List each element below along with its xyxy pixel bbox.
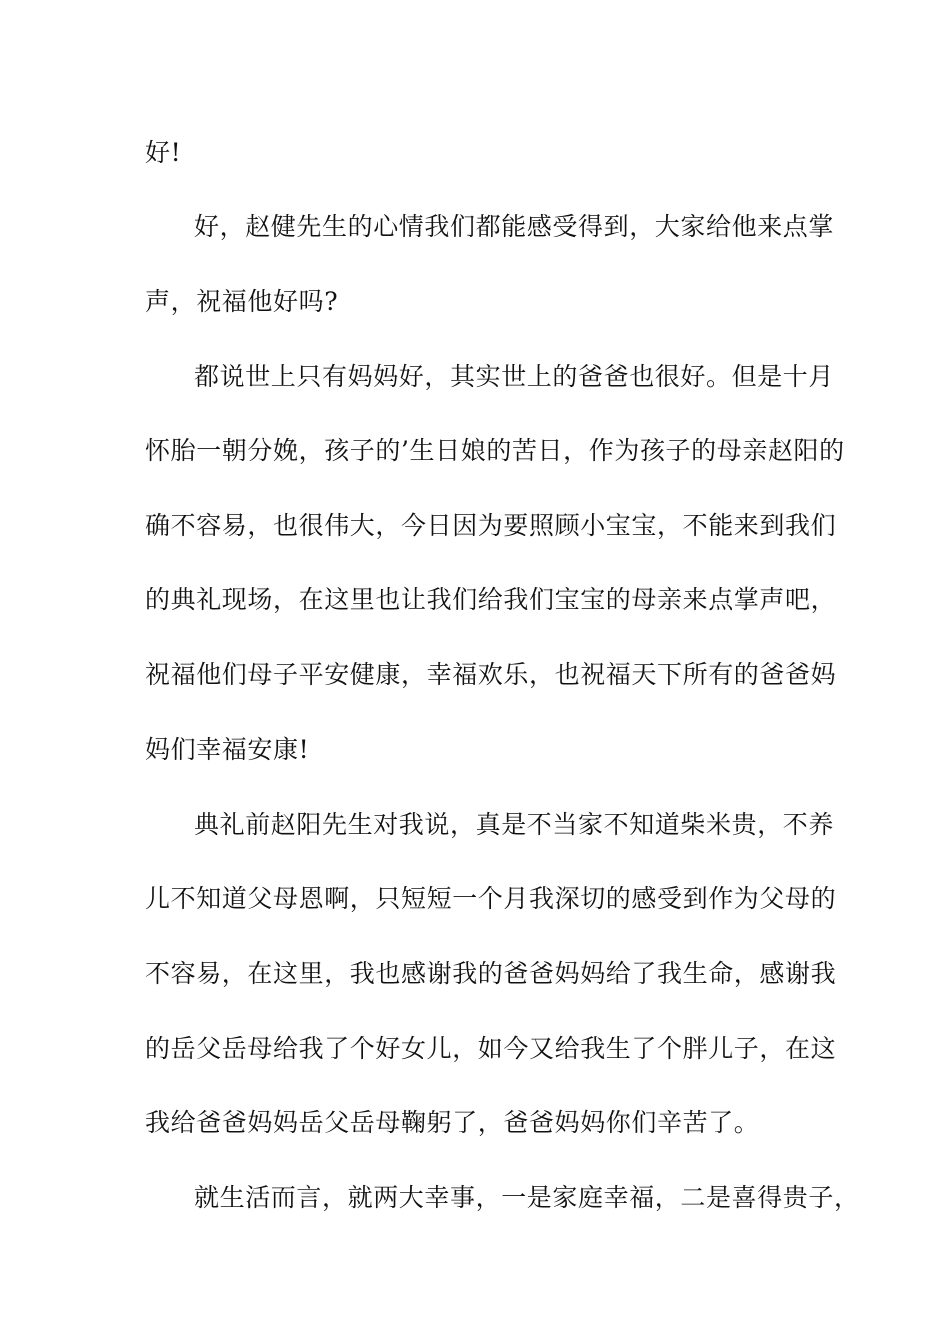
text-line: 我给爸爸妈妈岳父岳母鞠躬了，爸爸妈妈你们辛苦了。 [145, 1108, 760, 1137]
paragraph-first-line: 典礼前赵阳先生对我说，真是不当家不知道柴米贵，不养 [194, 810, 835, 839]
text-line: 妈们幸福安康! [145, 735, 310, 764]
text-line: 的典礼现场，在这里也让我们给我们宝宝的母亲来点掌声吧， [145, 585, 837, 614]
text-line: 不容易，在这里，我也感谢我的爸爸妈妈给了我生命，感谢我 [145, 959, 837, 988]
paragraph-first-line: 好，赵健先生的心情我们都能感受得到，大家给他来点掌 [194, 212, 835, 241]
paragraph-first-line: 都说世上只有妈妈好，其实世上的爸爸也很好。但是十月 [194, 362, 835, 391]
text-line: 确不容易，也很伟大，今日因为要照顾小宝宝，不能来到我们 [145, 511, 837, 540]
text-line: 声，祝福他好吗? [145, 287, 339, 316]
paragraph-first-line: 就生活而言，就两大幸事，一是家庭幸福，二是喜得贵子， [194, 1183, 860, 1212]
text-line: 怀胎一朝分娩，孩子的’生日娘的苦日，作为孩子的母亲赵阳的 [145, 436, 845, 465]
text-line: 的岳父岳母给我了个好女儿，如今又给我生了个胖儿子，在这 [145, 1034, 837, 1063]
text-line: 好! [145, 138, 182, 167]
text-line: 儿不知道父母恩啊，只短短一个月我深切的感受到作为父母的 [145, 884, 837, 913]
text-line: 祝福他们母子平安健康，幸福欢乐，也祝福天下所有的爸爸妈 [145, 660, 837, 689]
